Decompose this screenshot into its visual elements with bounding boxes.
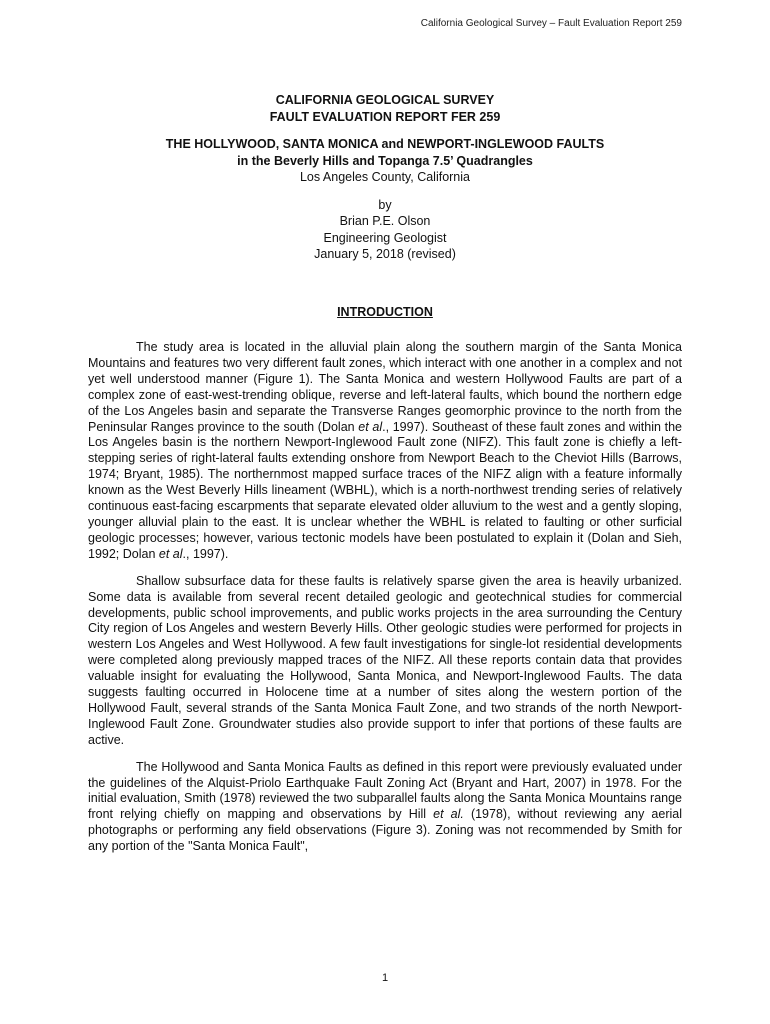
body-text (88, 340, 682, 866)
report-date: January 5, 2018 (revised) (314, 247, 456, 261)
section-heading: INTRODUCTION (337, 305, 433, 319)
page-number: 1 (381, 972, 389, 984)
title-block (88, 92, 682, 263)
report-quadrangles: in the Beverly Hills and Topanga 7.5’ Quadrangles (237, 153, 533, 168)
report-title: THE HOLLYWOOD, SANTA MONICA and NEWPORT-INGLEWOOD FAULTS (165, 137, 605, 151)
report-number: FAULT EVALUATION REPORT FER 259 (269, 109, 501, 124)
paragraph-2: Shallow subsurface data for these faults is relatively sparse given the area is heavily urbanized. Some data is available from several recent detailed geologic and geotechnical studies for commercial developments, public school improvements, and public works projects in the area surrounding the Century City region of Los Angeles and western Beverly Hills. Other geologic studies were performed for projects in western Los Angeles and West Hollywood. A few fault investigations for single-lot residential developments were completed along previously mapped traces of the NIFZ. All these reports contain data that provides valuable insight for evaluating the Hollywood, Santa Monica, and Newport-Inglewood Faults. The data suggests faulting occurred in Holocene time at a number of sites along the western portion of the Hollywood Fault, several strands of the Santa Monica Fault Zone, and two strands of the north Newport-Inglewood Fault Zone. Groundwater studies also provide support to infer that portions of these faults are active. (88, 573, 682, 747)
running-header: California Geological Survey – Fault Evaluation Report 259 (420, 18, 682, 29)
author-name: Brian P.E. Olson (339, 214, 431, 228)
report-county: Los Angeles County, California (299, 170, 470, 184)
paragraph-3: The Hollywood and Santa Monica Faults as defined in this report were previously evaluated under the guidelines of the Alquist-Priolo Earthquake Fault Zoning Act (Bryant and Hart, 2007) in 1978. For the initial evaluation, Smith (1978) reviewed the two subparallel faults along the Santa Monica Mountains range front relying chiefly on mapping and observations by Hill et al. (1978), without reviewing any aerial photographs or performing any field observations (Figure 3). Zoning was not recommended by Smith for any portion of the "Santa Monica Fault", (88, 759, 682, 854)
author-title: Engineering Geologist (323, 230, 447, 245)
paragraph-1: The study area is located in the alluvial plain along the southern margin of the Santa Monica Mountains and features two very different fault zones, which interact with one another in a complex and not yet well understood manner (Figure 1). The Santa Monica and western Hollywood Faults are part of a complex zone of east-west-trending oblique, reverse and left-lateral faults, which bound the northern edge of the Los Angeles basin and separate the Transverse Ranges geomorphic province to the north from the Peninsular Ranges province to the south (Dolan et al., 1997). Southeast of these fault zones and within the Los Angeles basin is the northern Newport-Inglewood Fault zone (NIFZ). This fault zone is chiefly a left-stepping series of right-lateral faults extending onshore from Newport Beach to the Cheviot Hills (Barrows, 1974; Bryant, 1985). The northernmost mapped surface traces of the NIFZ align with a feature informally known as the West Beverly Hills lineament (WBHL), which is a north-northwest trending series of relatively continuous east-facing escarpments that separate elevated older alluvium to the west and a gently sloping, younger alluvial plain to the east. It is unclear whether the WBHL is related to faulting or other surficial geologic processes; however, various tectonic models have been postulated to explain it (Dolan and Sieh, 1992; Dolan et al., 1997). (88, 340, 682, 561)
by-line: by (378, 197, 392, 212)
report-agency: CALIFORNIA GEOLOGICAL SURVEY (275, 93, 495, 107)
